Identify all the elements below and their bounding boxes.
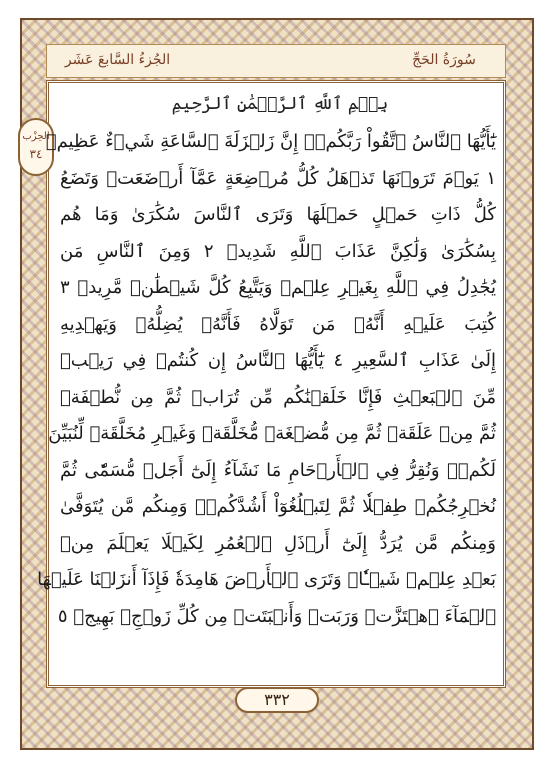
verse-line: ١ يَوۡمَ تَرَوۡنَهَا تَذۡهَلُ كُلُّ مُرۡضِعَةٍ عَمَّآ أَرۡضَعَتۡ وَتَضَعُ bbox=[60, 167, 496, 189]
verse-line: إِلَىٰ عَذَابِ ٱلسَّعِيرِ ٤ يَٰٓأَيُّهَا ٱلنَّاسُ إِن كُنتُمۡ فِي رَيۡبٖ bbox=[60, 350, 496, 371]
verse-lines bbox=[37, 124, 496, 635]
verse-line: كُلُّ ذَاتِ حَمۡلٍ حَمۡلَهَا وَتَرَى ٱلنَّاسَ سُكَٰرَىٰ وَمَا هُم bbox=[60, 204, 496, 225]
hizb-label: الحِزْب bbox=[22, 131, 50, 142]
verse-line: يَٰٓأَيُّهَا ٱلنَّاسُ ٱتَّقُواْ رَبَّكُمۡۚ إِنَّ زَلۡزَلَةَ ٱلسَّاعَةِ شَيۡءٌ عَظِيمٞ bbox=[45, 131, 496, 152]
verse-line: بَعۡدِ عِلۡمٖ شَيۡـٔٗاۚ وَتَرَى ٱلۡأَرۡضَ هَامِدَةٗ فَإِذَآ أَنزَلۡنَا عَلَيۡهَا bbox=[37, 569, 496, 590]
verse-line: ثُمَّ مِنۡ عَلَقَةٖ ثُمَّ مِن مُّضۡغَةٖ مُّخَلَّقَةٖ وَغَيۡرِ مُخَلَّقَةٖ لِّنُبَيِّنَ bbox=[48, 423, 496, 444]
verse-line: كُتِبَ عَلَيۡهِ أَنَّهُۥ مَن تَوَلَّاهُ فَأَنَّهُۥ يُضِلُّهُۥ وَيَهۡدِيهِ bbox=[60, 313, 496, 335]
verse-line: نُخۡرِجُكُمۡ طِفۡلٗا ثُمَّ لِتَبۡلُغُوٓاْ أَشُدَّكُمۡۖ وَمِنكُم مَّن يُتَوَفَّىٰ bbox=[60, 496, 496, 517]
basmala: بِسۡمِ ٱللَّهِ ٱلرَّحۡمَٰنِ ٱلرَّحِيمِ bbox=[171, 94, 389, 114]
hizb-number: ٣٤ bbox=[29, 147, 43, 161]
verse-line: وَمِنكُم مَّن يُرَدُّ إِلَىٰٓ أَرۡذَلِ ٱلۡعُمُرِ لِكَيۡلَا يَعۡلَمَ مِنۢ bbox=[60, 532, 496, 554]
page-number: ٣٣٢ bbox=[235, 687, 319, 713]
verse-line: لَكُمۡۚ وَنُقِرُّ فِي ٱلۡأَرۡحَامِ مَا نَشَآءُ إِلَىٰٓ أَجَلٖ مُّسَمّٗى ثُمَّ bbox=[60, 459, 496, 481]
verse-line: مِّنَ ٱلۡبَعۡثِ فَإِنَّا خَلَقۡنَٰكُم مِّن تُرَابٖ ثُمَّ مِن نُّطۡفَةٖ bbox=[60, 386, 496, 408]
verse-line: بِسُكَٰرَىٰ وَلَٰكِنَّ عَذَابَ ٱللَّهِ شَدِيدٞ ٢ وَمِنَ ٱلنَّاسِ مَن bbox=[60, 240, 496, 262]
surah-name: سُورَةُ الحَجِّ bbox=[412, 52, 476, 68]
verse-line: ٱلۡمَآءَ ٱهۡتَزَّتۡ وَرَبَتۡ وَأَنۢبَتَتۡ مِن كُلِّ زَوۡجِۭ بَهِيجٖ ٥ bbox=[57, 605, 496, 627]
juz-name: الجُزءُ السَّابعَ عَشَر bbox=[64, 52, 171, 68]
verse-line: يُجَٰدِلُ فِي ٱللَّهِ بِغَيۡرِ عِلۡمٖ وَيَتَّبِعُ كُلَّ شَيۡطَٰنٖ مَّرِيدٖ ٣ bbox=[60, 277, 496, 298]
